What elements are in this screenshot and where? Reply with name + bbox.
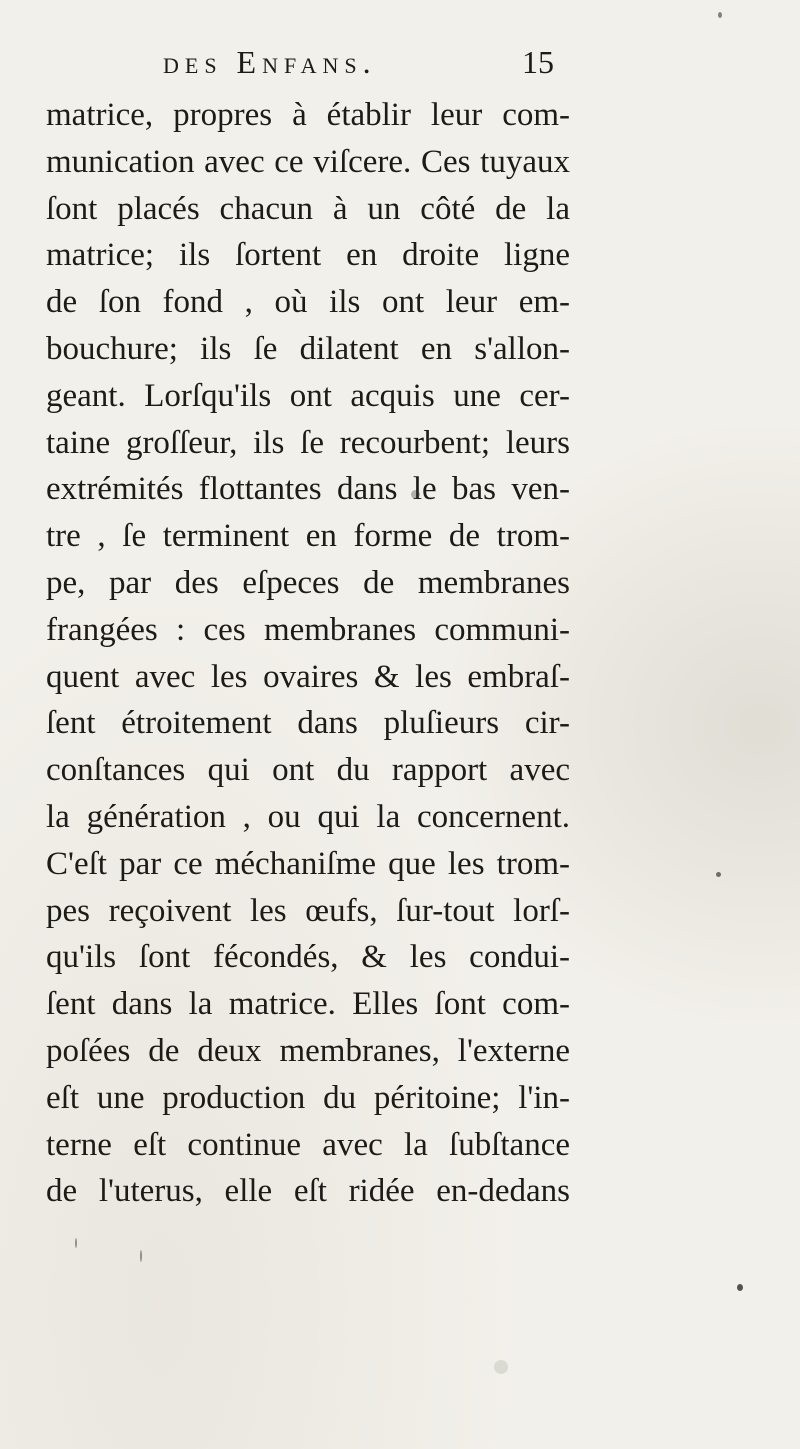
text-line: matrice; ils ſortent en droite ligne [46,237,570,274]
page-number: 15 [522,44,554,80]
text-line: conſtances qui ont du rapport avec [46,752,570,789]
paper-speck [718,12,722,18]
text-line: bouchure; ils ſe dilatent en s'allon- [46,330,570,367]
text-line: la génération , ou qui la concernent. [46,798,570,835]
text-line: geant. Lorſqu'ils ont acquis une cer- [46,377,570,414]
body-text [46,92,570,1215]
text-line: poſées de deux membranes, l'externe [46,1032,570,1069]
text-line: ſont placés chacun à un côté de la [46,190,570,227]
text-line: pe, par des eſpeces de membranes [46,564,570,601]
text-line: C'eſt par ce méchaniſme que les trom- [46,845,570,882]
text-line: tre , ſe terminent en forme de trom- [46,518,570,555]
running-head [0,44,800,84]
text-line: pes reçoivent les œufs, ſur-tout lorſ- [46,892,570,929]
text-line: ſent dans la matrice. Elles ſont com- [46,986,570,1023]
text-line: eſt une production du péritoine; l'in- [46,1079,570,1116]
text-line: de l'uterus, elle eſt ridée en-dedans [46,1173,570,1210]
paper-speck [75,1238,77,1248]
text-line: quent avec les ovaires & les embraſ- [46,658,570,695]
paper-speck [737,1284,743,1291]
running-title: des Enfans. [163,44,377,80]
text-line: de ſon fond , où ils ont leur em- [46,284,570,321]
paper-speck [716,872,721,877]
text-line: taine groſſeur, ils ſe recourbent; leurs [46,424,570,461]
paper-speck [140,1250,142,1262]
paper-speck [494,1360,508,1374]
text-line: munication avec ce viſcere. Ces tuyaux [46,143,570,180]
text-line: extrémités flottantes dans le bas ven- [46,471,570,508]
text-line: qu'ils ſont fécondés, & les condui- [46,939,570,976]
text-line: ſent étroitement dans pluſieurs cir- [46,705,570,742]
text-line: frangées : ces membranes communi- [46,611,570,648]
text-line: terne eſt continue avec la ſubſtance [46,1126,570,1163]
paper-speck [411,490,420,499]
text-line: matrice, propres à établir leur com- [46,97,570,133]
